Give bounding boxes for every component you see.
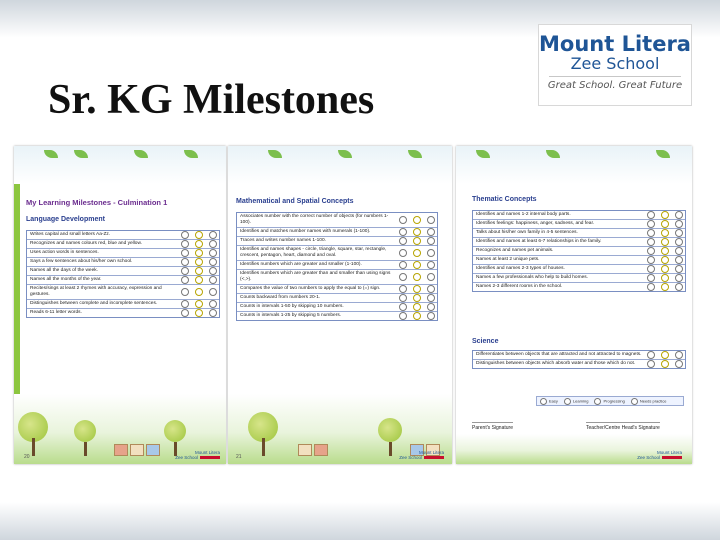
sad-face-icon[interactable] xyxy=(427,303,435,311)
milestone-text: Names 2-3 different rooms in the school. xyxy=(476,284,563,289)
section-title: Mathematical and Spatial Concepts xyxy=(236,198,354,205)
neutral-face-icon[interactable] xyxy=(413,228,421,236)
legend-item xyxy=(540,398,558,405)
neutral-face-icon[interactable] xyxy=(661,283,669,291)
milestone-page-thematic xyxy=(456,146,692,464)
milestone-text: Counts backward from numbers 20-1. xyxy=(240,295,321,300)
rating-faces xyxy=(181,276,217,284)
page-header-decoration xyxy=(14,146,226,184)
rating-faces xyxy=(647,247,683,255)
rating-faces xyxy=(399,312,435,320)
neutral-face-icon[interactable] xyxy=(413,303,421,311)
milestone-text: Says a few sentences about his/her own school. xyxy=(30,259,133,264)
table-row xyxy=(473,351,685,360)
neutral-face-icon[interactable] xyxy=(661,256,669,264)
rating-faces xyxy=(181,288,217,296)
table-row xyxy=(237,294,437,303)
neutral-face-icon[interactable] xyxy=(195,300,203,308)
table-row xyxy=(237,237,437,246)
sad-face-icon[interactable] xyxy=(675,247,683,255)
table-row xyxy=(27,258,219,267)
rating-faces xyxy=(647,265,683,273)
rating-faces xyxy=(181,240,217,248)
sad-face-icon[interactable] xyxy=(209,276,217,284)
sad-face-icon[interactable] xyxy=(427,285,435,293)
milestone-text: Reads 6-11 letter words. xyxy=(30,310,82,315)
neutral-face-icon[interactable] xyxy=(661,274,669,282)
smiley-face-icon[interactable] xyxy=(399,261,407,269)
rating-faces xyxy=(399,237,435,245)
table-row xyxy=(473,211,685,220)
table-row xyxy=(27,300,219,309)
smiley-face-icon[interactable] xyxy=(647,351,655,359)
smiley-face-icon[interactable] xyxy=(399,216,407,224)
sad-face-icon[interactable] xyxy=(209,258,217,266)
rating-faces xyxy=(647,220,683,228)
legend-face-icon xyxy=(631,398,638,405)
milestone-text: Uses action words in sentences. xyxy=(30,250,99,255)
table-row xyxy=(237,246,437,261)
milestone-text: Identifies and names shapes - circle, triangle, square, star, rectangle, crescent, pentagon, heart, diamond and oval. xyxy=(240,247,387,258)
sad-face-icon[interactable] xyxy=(675,351,683,359)
smiley-face-icon[interactable] xyxy=(647,274,655,282)
legend-label: Needs practice xyxy=(639,398,667,404)
smiley-face-icon[interactable] xyxy=(399,294,407,302)
milestone-text: Names all the days of the week. xyxy=(30,268,98,273)
milestone-text: Identifies and names 2-3 types of houses. xyxy=(476,266,565,271)
neutral-face-icon[interactable] xyxy=(413,273,421,281)
smiley-face-icon[interactable] xyxy=(647,283,655,291)
table-row xyxy=(27,285,219,300)
sad-face-icon[interactable] xyxy=(427,261,435,269)
milestone-text: Recites/sings at least 2 rhymes with accuracy, expression and gestures. xyxy=(30,286,162,297)
parent-signature: Parent's Signature xyxy=(472,422,513,431)
milestone-text: Distinguishes between objects which absorb water and those which do not. xyxy=(476,361,636,366)
rating-faces xyxy=(399,228,435,236)
milestone-page-math xyxy=(228,146,452,464)
page-header-decoration xyxy=(228,146,452,184)
milestone-table xyxy=(236,212,438,321)
milestone-text: Recognizes and names pet animals. xyxy=(476,248,554,253)
table-row xyxy=(473,238,685,247)
milestone-text: Associates number with the correct number of objects (for numbers 1-100). xyxy=(240,214,389,225)
neutral-face-icon[interactable] xyxy=(661,238,669,246)
table-row xyxy=(473,220,685,229)
legend-item xyxy=(594,398,624,405)
legend-face-icon xyxy=(564,398,571,405)
smiley-face-icon[interactable] xyxy=(181,300,189,308)
smiley-face-icon[interactable] xyxy=(399,273,407,281)
sad-face-icon[interactable] xyxy=(209,231,217,239)
milestone-text: Counts in intervals 1-25 by skipping 5 numbers. xyxy=(240,313,342,318)
footer-logo xyxy=(175,450,220,460)
legend-item xyxy=(631,398,667,405)
smiley-face-icon[interactable] xyxy=(399,303,407,311)
neutral-face-icon[interactable] xyxy=(195,276,203,284)
smiley-face-icon[interactable] xyxy=(647,360,655,368)
rating-faces xyxy=(647,351,683,359)
rating-faces xyxy=(399,285,435,293)
page-header-decoration xyxy=(456,146,692,184)
milestone-text: Names at least 2 unique pets. xyxy=(476,257,540,262)
milestone-text: Writes capital and small letters Aa-Zz. xyxy=(30,232,111,237)
table-row xyxy=(473,265,685,274)
table-row xyxy=(473,360,685,368)
legend-item xyxy=(564,398,589,405)
table-row xyxy=(473,274,685,283)
milestone-text: Talks about his/her own family in 4-5 sentences. xyxy=(476,230,578,235)
table-row xyxy=(27,231,219,240)
neutral-face-icon[interactable] xyxy=(195,231,203,239)
milestone-page-language xyxy=(14,146,226,464)
footer-brand: Mount Litera xyxy=(656,450,682,455)
sad-face-icon[interactable] xyxy=(675,360,683,368)
footer-logo xyxy=(637,450,682,460)
smiley-face-icon[interactable] xyxy=(399,228,407,236)
sad-face-icon[interactable] xyxy=(427,216,435,224)
neutral-face-icon[interactable] xyxy=(413,249,421,257)
milestone-table xyxy=(472,210,686,292)
sad-face-icon[interactable] xyxy=(675,229,683,237)
neutral-face-icon[interactable] xyxy=(413,294,421,302)
smiley-face-icon[interactable] xyxy=(181,258,189,266)
sad-face-icon[interactable] xyxy=(675,238,683,246)
footer-sub: Zee School xyxy=(637,455,660,460)
milestone-text: Names a few professionals who help to build homes. xyxy=(476,275,588,280)
rating-faces xyxy=(647,274,683,282)
sad-face-icon[interactable] xyxy=(675,265,683,273)
page-number: 20 xyxy=(24,454,30,460)
neutral-face-icon[interactable] xyxy=(413,261,421,269)
milestone-text: Identifies and matches number names with numerals (1-100). xyxy=(240,229,371,234)
sad-face-icon[interactable] xyxy=(427,312,435,320)
smiley-face-icon[interactable] xyxy=(181,249,189,257)
school-logo xyxy=(538,24,692,106)
section-title-science: Science xyxy=(472,338,499,345)
milestone-text: Compares the value of two numbers to apply the equal to (=) sign. xyxy=(240,286,381,291)
rating-faces xyxy=(181,309,217,317)
smiley-face-icon[interactable] xyxy=(647,247,655,255)
sad-face-icon[interactable] xyxy=(675,274,683,282)
neutral-face-icon[interactable] xyxy=(661,247,669,255)
teacher-signature: Teacher/Centre Head's Signature xyxy=(586,422,660,431)
sad-face-icon[interactable] xyxy=(675,256,683,264)
smiley-face-icon[interactable] xyxy=(647,256,655,264)
footer-brand: Mount Litera xyxy=(418,450,444,455)
neutral-face-icon[interactable] xyxy=(195,249,203,257)
legend-face-icon xyxy=(594,398,601,405)
neutral-face-icon[interactable] xyxy=(413,237,421,245)
rating-faces xyxy=(399,261,435,269)
rating-faces xyxy=(647,211,683,219)
smiley-face-icon[interactable] xyxy=(399,249,407,257)
smiley-face-icon[interactable] xyxy=(647,211,655,219)
footer-sub: Zee School xyxy=(175,455,198,460)
table-row xyxy=(237,303,437,312)
table-row xyxy=(27,240,219,249)
table-row xyxy=(27,276,219,285)
neutral-face-icon[interactable] xyxy=(661,351,669,359)
table-row xyxy=(237,261,437,270)
smiley-face-icon[interactable] xyxy=(399,285,407,293)
milestone-text: Identifies numbers which are greater and smaller (1-100). xyxy=(240,262,362,267)
smiley-face-icon[interactable] xyxy=(399,237,407,245)
milestone-text: Recognizes and names colours red, blue and yellow. xyxy=(30,241,142,246)
sad-face-icon[interactable] xyxy=(209,249,217,257)
legend-label: Easy xyxy=(549,398,558,404)
milestone-text: Identifies numbers which are greater than and smaller than using signs (<,>). xyxy=(240,271,391,282)
rating-faces xyxy=(399,273,435,281)
rating-faces xyxy=(399,303,435,311)
rating-faces xyxy=(647,360,683,368)
rating-faces xyxy=(647,256,683,264)
neutral-face-icon[interactable] xyxy=(661,220,669,228)
rating-faces xyxy=(181,258,217,266)
smiley-face-icon[interactable] xyxy=(647,265,655,273)
sad-face-icon[interactable] xyxy=(209,288,217,296)
milestone-text: Identifies and names at least 6-7 relationships in the family. xyxy=(476,239,602,244)
rating-faces xyxy=(181,300,217,308)
sad-face-icon[interactable] xyxy=(675,220,683,228)
section-title: Thematic Concepts xyxy=(472,196,537,203)
rating-faces xyxy=(181,231,217,239)
neutral-face-icon[interactable] xyxy=(195,240,203,248)
section-title: Language Development xyxy=(26,216,105,223)
legend-face-icon xyxy=(540,398,547,405)
table-row xyxy=(237,285,437,294)
neutral-face-icon[interactable] xyxy=(413,285,421,293)
slide-title: Sr. KG Milestones xyxy=(48,77,375,123)
legend-label: Progressing xyxy=(603,398,625,404)
neutral-face-icon[interactable] xyxy=(195,309,203,317)
rating-faces xyxy=(647,238,683,246)
smiley-face-icon[interactable] xyxy=(647,238,655,246)
milestone-text: Distinguishes between complete and incomplete sentences. xyxy=(30,301,158,306)
footer-logo xyxy=(399,450,444,460)
smiley-face-icon[interactable] xyxy=(181,276,189,284)
rating-faces xyxy=(399,249,435,257)
table-row xyxy=(237,270,437,285)
table-row xyxy=(27,267,219,276)
table-row xyxy=(473,283,685,291)
smiley-face-icon[interactable] xyxy=(181,309,189,317)
sad-face-icon[interactable] xyxy=(209,309,217,317)
milestone-text: Differentiates between objects that are attracted and not attracted to magnets. xyxy=(476,352,642,357)
milestone-text: Identifies and names 1-2 internal body parts. xyxy=(476,212,571,217)
rating-faces xyxy=(647,229,683,237)
rating-faces xyxy=(399,216,435,224)
sad-face-icon[interactable] xyxy=(675,211,683,219)
logo-subname: Zee School xyxy=(570,54,660,73)
neutral-face-icon[interactable] xyxy=(195,267,203,275)
milestone-text: Identifies feelings: happiness, anger, sadness, and fear. xyxy=(476,221,595,226)
legend-label: Learning xyxy=(572,398,589,404)
smiley-face-icon[interactable] xyxy=(181,240,189,248)
logo-tagline: Great School. Great Future xyxy=(547,80,683,91)
table-row xyxy=(473,247,685,256)
table-row xyxy=(237,312,437,320)
smiley-face-icon[interactable] xyxy=(399,312,407,320)
rating-legend xyxy=(536,396,684,406)
smiley-face-icon[interactable] xyxy=(647,220,655,228)
neutral-face-icon[interactable] xyxy=(661,265,669,273)
milestone-text: Traces and writes number names 1-100. xyxy=(240,238,326,243)
neutral-face-icon[interactable] xyxy=(413,216,421,224)
sad-face-icon[interactable] xyxy=(427,294,435,302)
neutral-face-icon[interactable] xyxy=(661,211,669,219)
sad-face-icon[interactable] xyxy=(427,249,435,257)
table-row xyxy=(27,249,219,258)
smiley-face-icon[interactable] xyxy=(181,231,189,239)
sad-face-icon[interactable] xyxy=(427,273,435,281)
sad-face-icon[interactable] xyxy=(209,240,217,248)
milestone-text: Names all the months of the year. xyxy=(30,277,102,282)
page-number: 21 xyxy=(236,454,242,460)
neutral-face-icon[interactable] xyxy=(195,258,203,266)
sad-face-icon[interactable] xyxy=(675,283,683,291)
rating-faces xyxy=(181,249,217,257)
rating-faces xyxy=(647,283,683,291)
milestone-text: Counts in intervals 1-50 by skipping 10 numbers. xyxy=(240,304,344,309)
sad-face-icon[interactable] xyxy=(427,228,435,236)
smiley-face-icon[interactable] xyxy=(181,267,189,275)
milestone-table-science xyxy=(472,350,686,369)
rating-faces xyxy=(181,267,217,275)
table-row xyxy=(473,229,685,238)
smiley-face-icon[interactable] xyxy=(181,288,189,296)
page-heading: My Learning Milestones - Culmination 1 xyxy=(26,198,168,207)
milestone-table xyxy=(26,230,220,318)
rating-faces xyxy=(399,294,435,302)
neutral-face-icon[interactable] xyxy=(661,360,669,368)
footer-sub: Zee School xyxy=(399,455,422,460)
neutral-face-icon[interactable] xyxy=(661,229,669,237)
footer-brand: Mount Litera xyxy=(194,450,220,455)
smiley-face-icon[interactable] xyxy=(647,229,655,237)
logo-name: Mount Litera xyxy=(539,32,691,56)
sad-face-icon[interactable] xyxy=(209,300,217,308)
sad-face-icon[interactable] xyxy=(209,267,217,275)
table-row xyxy=(27,309,219,317)
neutral-face-icon[interactable] xyxy=(413,312,421,320)
neutral-face-icon[interactable] xyxy=(195,288,203,296)
sad-face-icon[interactable] xyxy=(427,237,435,245)
table-row xyxy=(237,228,437,237)
table-row xyxy=(473,256,685,265)
table-row xyxy=(237,213,437,228)
